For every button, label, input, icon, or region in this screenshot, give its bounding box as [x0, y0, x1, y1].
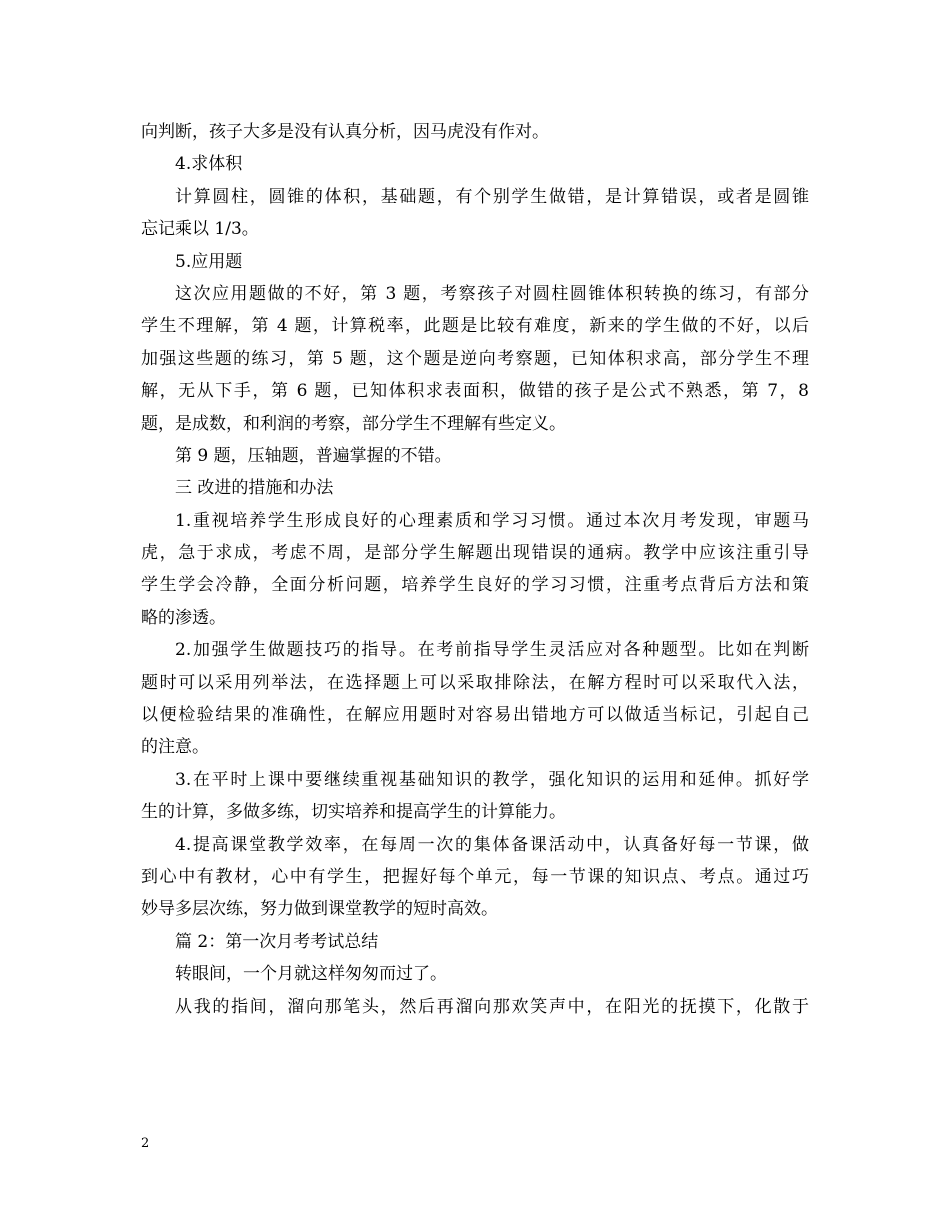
text-line: 从我的指间，溜向那笔头，然后再溜向那欢笑声中，在阳光的抚摸下，化散于	[175, 996, 809, 1017]
text-line: 1.重视培养学生形成良好的心理素质和学习习惯。通过本次月考发现，审题马	[175, 510, 809, 531]
text-line: 题时可以采用列举法，在选择题上可以采取排除法，在解方程时可以采取代入法，	[141, 672, 809, 693]
text-line: 忘记乘以 1/3。	[141, 219, 259, 240]
text-line: 以便检验结果的准确性，在解应用题时对容易出错地方可以做适当标记，引起自己	[141, 705, 809, 726]
text-line: 5.应用题	[175, 251, 243, 272]
text-line: 学生学会冷静，全面分析问题，培养学生良好的学习习惯，注重考点背后方法和策	[141, 575, 809, 596]
text-line: 解，无从下手，第 6 题，已知体积求表面积，做错的孩子是公式不熟悉，第 7，8	[141, 381, 809, 402]
text-line: 4.求体积	[175, 154, 243, 175]
text-line: 向判断，孩子大多是没有认真分析，因马虎没有作对。	[141, 122, 549, 142]
text-line: 4.提高课堂教学效率，在每周一次的集体备课活动中，认真备好每一节课，做	[175, 834, 809, 855]
text-line: 加强这些题的练习，第 5 题，这个题是逆向考察题，已知体积求高，部分学生不理	[141, 348, 809, 369]
text-line: 转眼间，一个月就这样匆匆而过了。	[175, 964, 447, 985]
text-line: 生的计算，多做多练，切实培养和提高学生的计算能力。	[141, 802, 566, 823]
text-line: 妙导多层次练，努力做到课堂教学的短时高效。	[141, 899, 498, 920]
document-body	[141, 116, 809, 1023]
text-line: 这次应用题做的不好，第 3 题，考察孩子对圆柱圆锥体积转换的练习，有部分	[175, 283, 809, 304]
text-line: 的注意。	[141, 737, 209, 758]
text-line: 计算圆柱，圆锥的体积，基础题，有个别学生做错，是计算错误，或者是圆锥	[175, 186, 809, 207]
text-line: 篇 2：第一次月考考试总结	[175, 931, 379, 952]
text-line: 第 9 题，压轴题，普遍掌握的不错。	[175, 445, 452, 466]
text-line: 略的渗透。	[141, 607, 226, 628]
page-number: 2	[141, 1136, 150, 1151]
text-line: 虎，急于求成，考虑不周，是部分学生解题出现错误的通病。教学中应该注重引导	[141, 543, 809, 564]
text-line: 题，是成数，和利润的考察，部分学生不理解有些定义。	[141, 413, 566, 434]
text-line: 3.在平时上课中要继续重视基础知识的教学，强化知识的运用和延伸。抓好学	[175, 769, 809, 790]
text-line: 学生不理解，第 4 题，计算税率，此题是比较有难度，新来的学生做的不好，以后	[141, 316, 809, 337]
text-line: 到心中有教材，心中有学生，把握好每个单元，每一节课的知识点、考点。通过巧	[141, 866, 809, 887]
text-line: 三 改进的措施和办法	[175, 478, 334, 499]
text-line: 2.加强学生做题技巧的指导。在考前指导学生灵活应对各种题型。比如在判断	[175, 640, 809, 661]
